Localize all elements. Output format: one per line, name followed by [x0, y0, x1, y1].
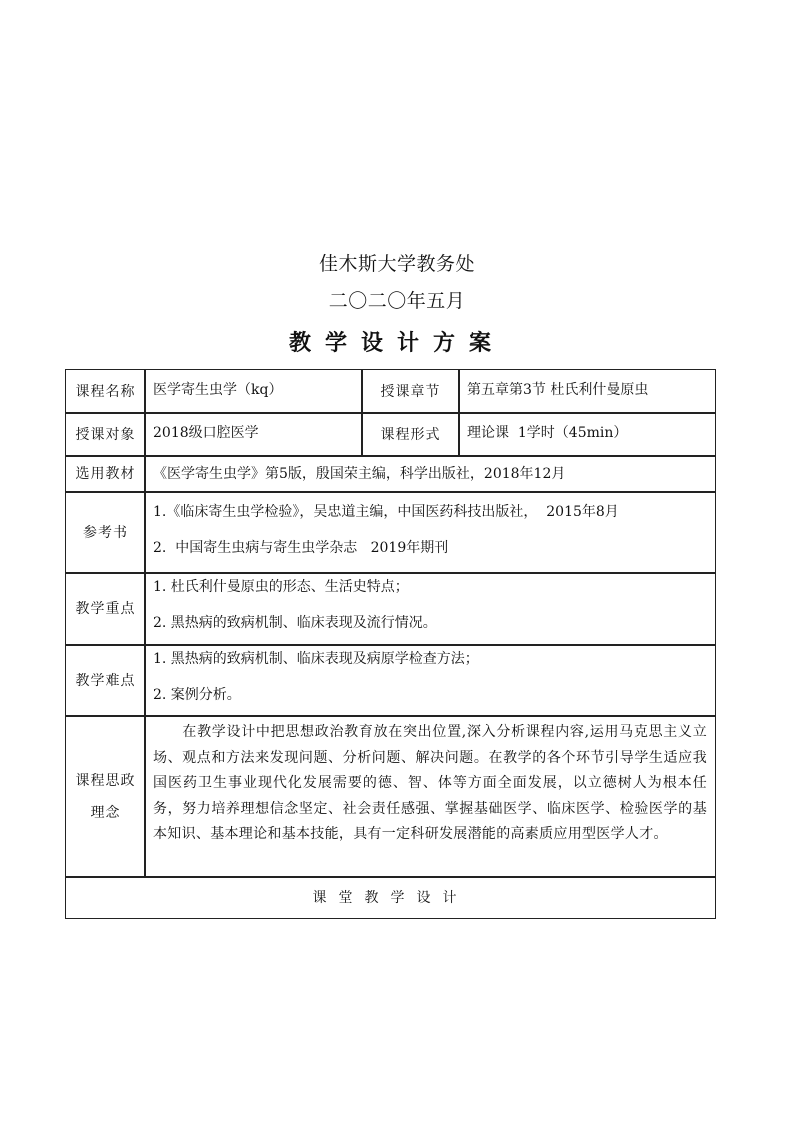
audience-value: [144, 412, 363, 457]
audience-label: [65, 412, 146, 457]
difficulty-item: 2. 案例分析。: [153, 687, 241, 703]
difficulties-label: [65, 644, 146, 717]
textbook-value-text: 《医学寄生虫学》第5版，殷国荣主编，科学出版社，2018年12月: [153, 466, 566, 482]
references-label-text: 参考书: [83, 524, 128, 541]
course-form-value: [458, 412, 716, 457]
reference-item: 2. 中国寄生虫病与寄生虫学杂志 2019年期刊: [153, 540, 449, 556]
audience-label-text: 授课对象: [75, 426, 136, 443]
chapter-value-text: 第五章第3节 杜氏利什曼原虫: [467, 382, 649, 398]
key-points-list: [144, 572, 716, 646]
ideology-label-line1: 课程思政: [75, 772, 136, 789]
difficulty-item: 1. 黑热病的致病机制、临床表现及病原学检查方法；: [153, 651, 479, 667]
course-form-value-text: 理论课 1学时（45min）: [467, 425, 628, 441]
reference-item: 1.《临床寄生虫学检验》，吴忠道主编，中国医药科技出版社， 2015年8月: [153, 504, 619, 520]
course-form-label: [361, 412, 460, 457]
references-label: [65, 491, 146, 574]
key-points-label: [65, 572, 146, 646]
references-list: [144, 491, 716, 574]
course-name-value-text: 医学寄生虫学（kq）: [153, 382, 283, 398]
key-point-item: 1. 杜氏利什曼原虫的形态、生活史特点；: [153, 579, 409, 595]
textbook-value: [144, 455, 716, 493]
key-points-label-text: 教学重点: [75, 601, 136, 617]
document-title: 教学设计方案: [288, 331, 505, 356]
audience-value-text: 2018级口腔医学: [153, 425, 259, 441]
chapter-label: [361, 369, 460, 414]
ideology-text: 在教学设计中把思想政治教育放在突出位置,深入分析课程内容,运用马克思主义立场、观点和方法来发现问题、分析问题、解决问题。在教学的各个环节引导学生适应我国医药卫生事业现代化发展需要的德、智、体等方面全面发展，以立德树人为根本任务，努力培养理想信念坚定、社会责任感强、掌握基础医学、临床医学、检验医学的基本知识、基本理论和基本技能，具有一定科研发展潜能的高素质应用型医学人才。: [144, 715, 716, 878]
textbook-label: [65, 455, 146, 493]
course-name-value: [144, 369, 363, 414]
classroom-design-header-text: 课堂教学设计: [312, 889, 469, 906]
difficulties-list: [144, 644, 716, 717]
chapter-value: [458, 369, 716, 414]
textbook-label-text: 选用教材: [75, 466, 136, 482]
organization-name: 佳木斯大学教务处: [318, 253, 475, 275]
ideology-label: [65, 715, 146, 878]
classroom-design-header: [65, 876, 716, 919]
course-name-label: [65, 369, 146, 414]
course-name-label-text: 课程名称: [75, 383, 136, 400]
ideology-label-line2: 理念: [90, 804, 121, 821]
chapter-label-text: 授课章节: [380, 383, 441, 400]
document-date: 二〇二〇年五月: [328, 290, 466, 312]
difficulties-label-text: 教学难点: [75, 672, 136, 689]
course-form-label-text: 课程形式: [380, 426, 441, 443]
key-point-item: 2. 黑热病的致病机制、临床表现及流行情况。: [153, 615, 437, 631]
